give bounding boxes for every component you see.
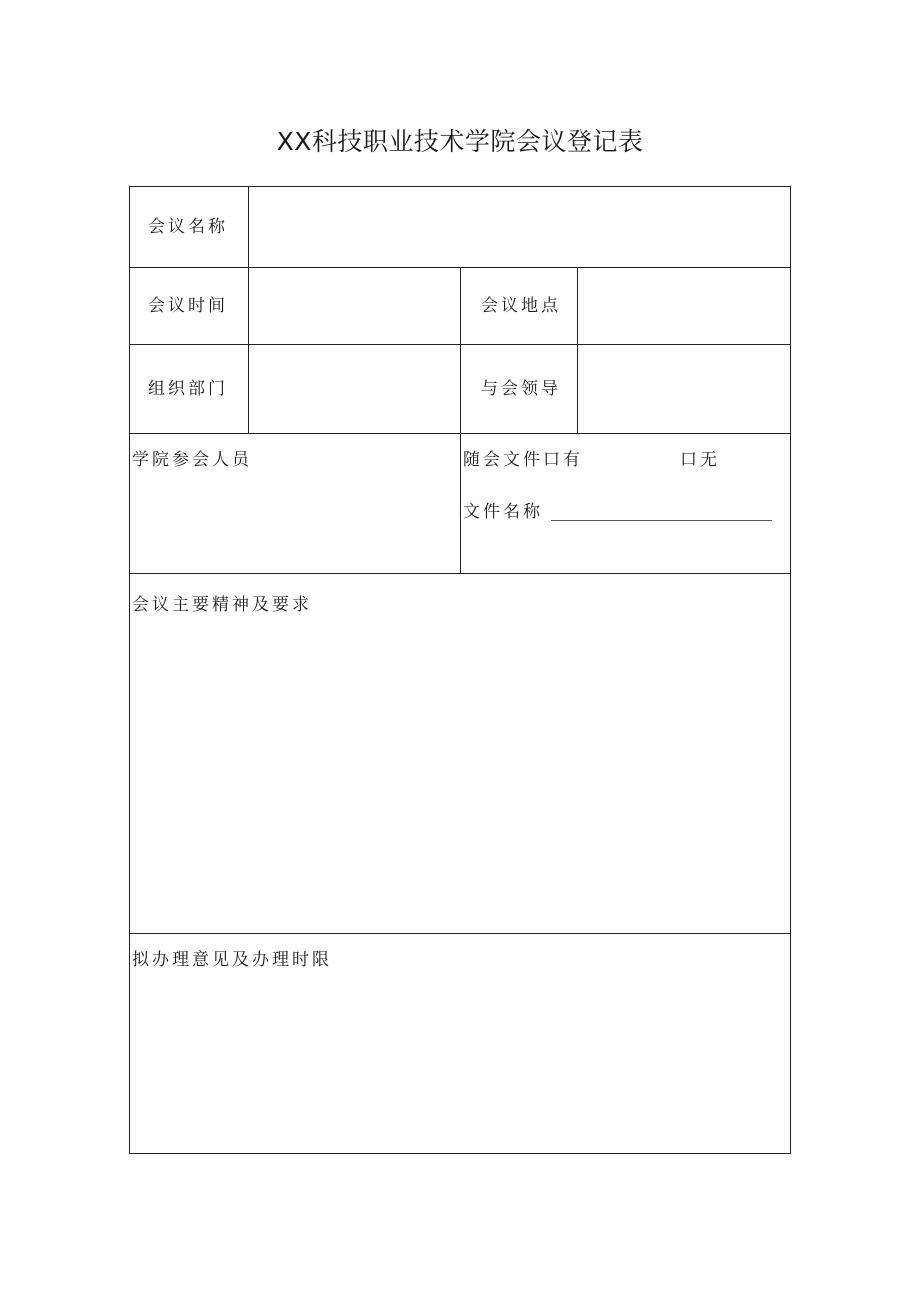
doc-name-field[interactable] (551, 500, 772, 520)
column-divider (460, 267, 461, 574)
handling-opinion-label: 拟办理意见及办理时限 (132, 950, 332, 970)
doc-name-underline (551, 520, 772, 521)
table-border-right (790, 186, 791, 1154)
documents-label: 随会文件 (463, 450, 543, 470)
doc-name-label: 文件名称 (463, 502, 543, 522)
doc-no-checkbox[interactable]: 口无 (680, 450, 720, 470)
row-divider (129, 933, 791, 934)
handling-opinion-field[interactable] (130, 978, 790, 1152)
meeting-time-field[interactable] (249, 268, 460, 344)
doc-yes-checkbox[interactable]: 口有 (543, 450, 583, 470)
meeting-location-label: 会议地点 (481, 296, 561, 316)
meeting-time-label: 会议时间 (148, 296, 228, 316)
attending-leader-field[interactable] (578, 345, 790, 433)
organizer-label: 组织部门 (148, 379, 228, 399)
attending-leader-label: 与会领导 (481, 379, 561, 399)
organizer-field[interactable] (249, 345, 460, 433)
meeting-location-field[interactable] (578, 268, 790, 344)
meeting-name-label: 会议名称 (148, 217, 228, 237)
participants-label: 学院参会人员 (132, 450, 252, 470)
page-title: XX科技职业技术学院会议登记表 (276, 127, 644, 156)
participants-field[interactable] (130, 476, 460, 572)
table-border-bottom (129, 1153, 791, 1154)
main-spirit-label: 会议主要精神及要求 (132, 595, 312, 615)
main-spirit-field[interactable] (130, 622, 790, 932)
meeting-name-field[interactable] (249, 187, 790, 267)
